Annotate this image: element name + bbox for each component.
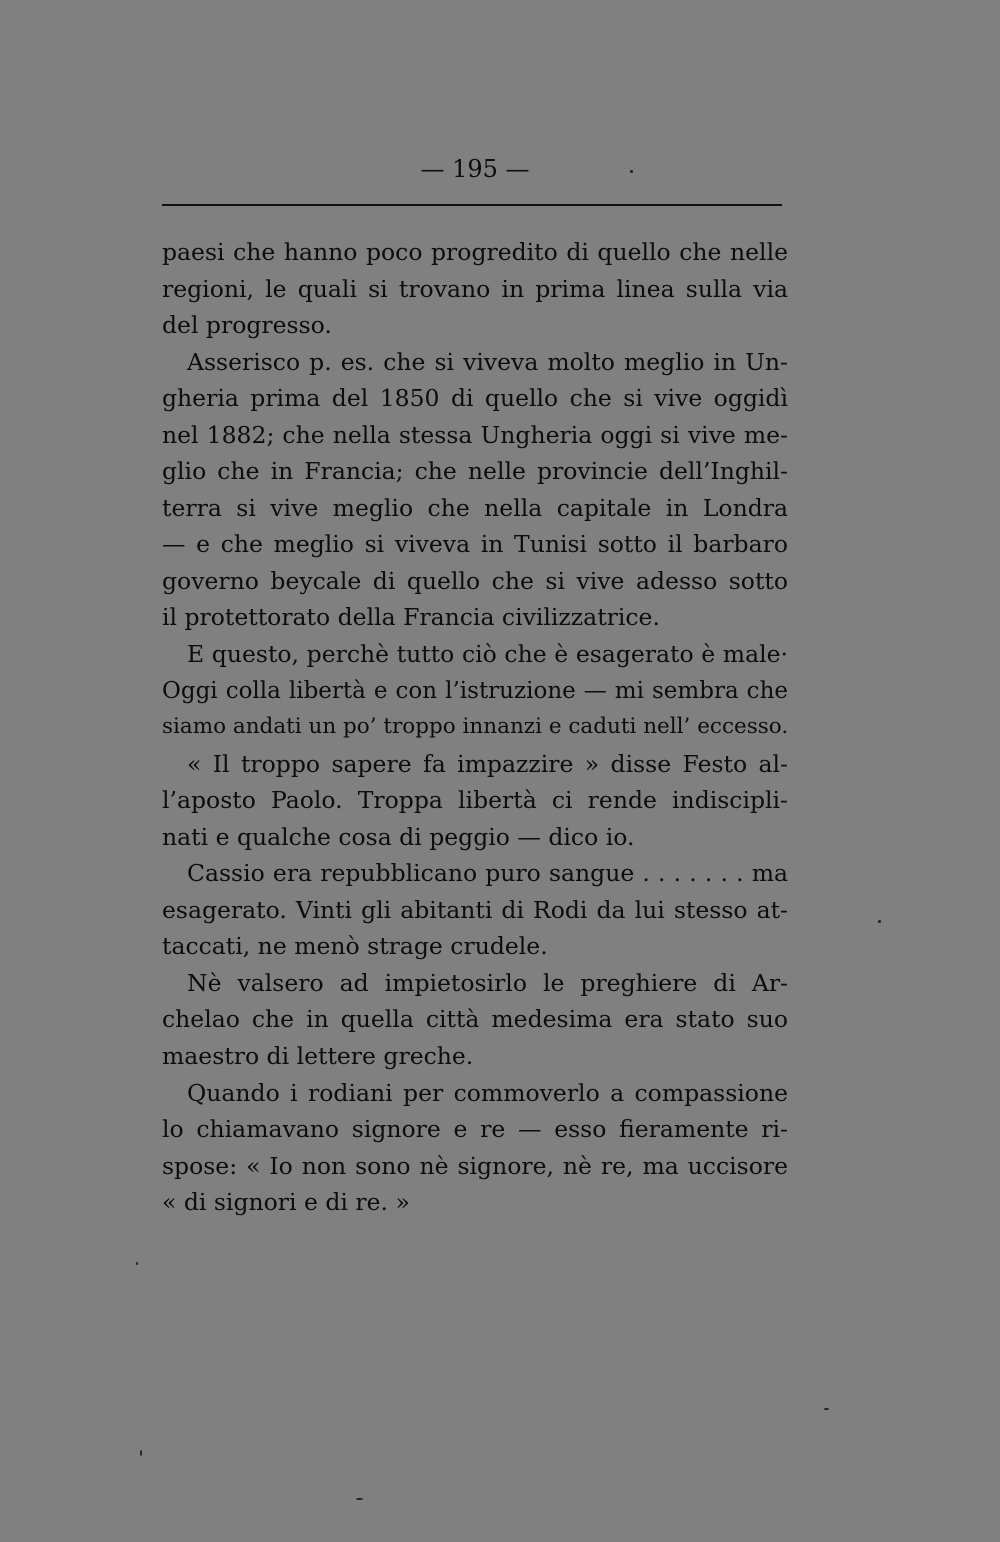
text-line: gheria prima del 1850 di quello che si vive oggidì	[162, 384, 788, 413]
page-number: — 195 —	[420, 155, 530, 183]
text-line: terra si vive meglio che nella capitale in Londra	[162, 493, 788, 522]
paper-speck	[136, 1262, 138, 1265]
text-line: chelao che in quella città medesima era stato suo	[162, 1005, 788, 1034]
text-line: spose: « Io non sono nè signore, nè re, ma uccisore	[162, 1151, 788, 1180]
text-line: l’aposto Paolo. Troppa libertà ci rende indiscipli-	[162, 786, 788, 815]
text-line: E questo, perchè tutto ciò che è esagerato è male·	[187, 640, 788, 669]
text-line: paesi che hanno poco progredito di quello che nelle	[162, 238, 788, 266]
text-line: il protettorato della Francia civilizzatrice.	[162, 603, 660, 632]
page-header	[162, 152, 788, 212]
text-line: Asserisco p. es. che si viveva molto meglio in Un-	[187, 347, 788, 376]
text-line: maestro di lettere greche.	[162, 1042, 474, 1071]
text-line: glio che in Francia; che nelle provincie dell’Inghil-	[162, 457, 788, 486]
text-line: Oggi colla libertà e con l’istruzione — mi sembra che	[162, 677, 788, 704]
text-line: Quando i rodiani per commoverlo a compassione	[187, 1078, 788, 1107]
paper-speck	[356, 1498, 363, 1500]
paper-speck	[824, 1408, 829, 1410]
text-line: Nè valsero ad impietosirlo le preghiere di Ar-	[187, 968, 788, 997]
paper-speck	[140, 1450, 142, 1456]
body-text	[162, 234, 788, 1221]
text-line: lo chiamavano signore e re — esso fieramente ri-	[162, 1115, 788, 1144]
text-line: taccati, ne menò strage crudele.	[162, 932, 548, 961]
paper-speck	[878, 920, 881, 923]
text-line: — e che meglio si viveva in Tunisi sotto il barbaro	[162, 530, 788, 559]
text-line: siamo andati un po’ troppo innanzi e caduti nell’ eccesso.	[162, 714, 789, 740]
text-line: « Il troppo sapere fa impazzire » disse Festo al-	[187, 749, 788, 778]
text-line: nati e qualche cosa di peggio — dico io.	[162, 822, 635, 851]
text-line: Cassio era repubblicano puro sangue . . . . . . . ma	[187, 859, 788, 888]
paper-speck	[630, 170, 633, 173]
text-line: nel 1882; che nella stessa Ungheria oggi si vive me-	[162, 420, 788, 449]
text-line: « di signori e di re. »	[162, 1188, 410, 1217]
header-rule	[162, 204, 782, 206]
text-line: del progresso.	[162, 311, 332, 340]
text-line: governo beycale di quello che si vive adesso sotto	[162, 566, 788, 595]
text-line: regioni, le quali si trovano in prima linea sulla via	[162, 274, 788, 303]
text-line: esagerato. Vinti gli abitanti di Rodi da lui stesso at-	[162, 895, 788, 924]
